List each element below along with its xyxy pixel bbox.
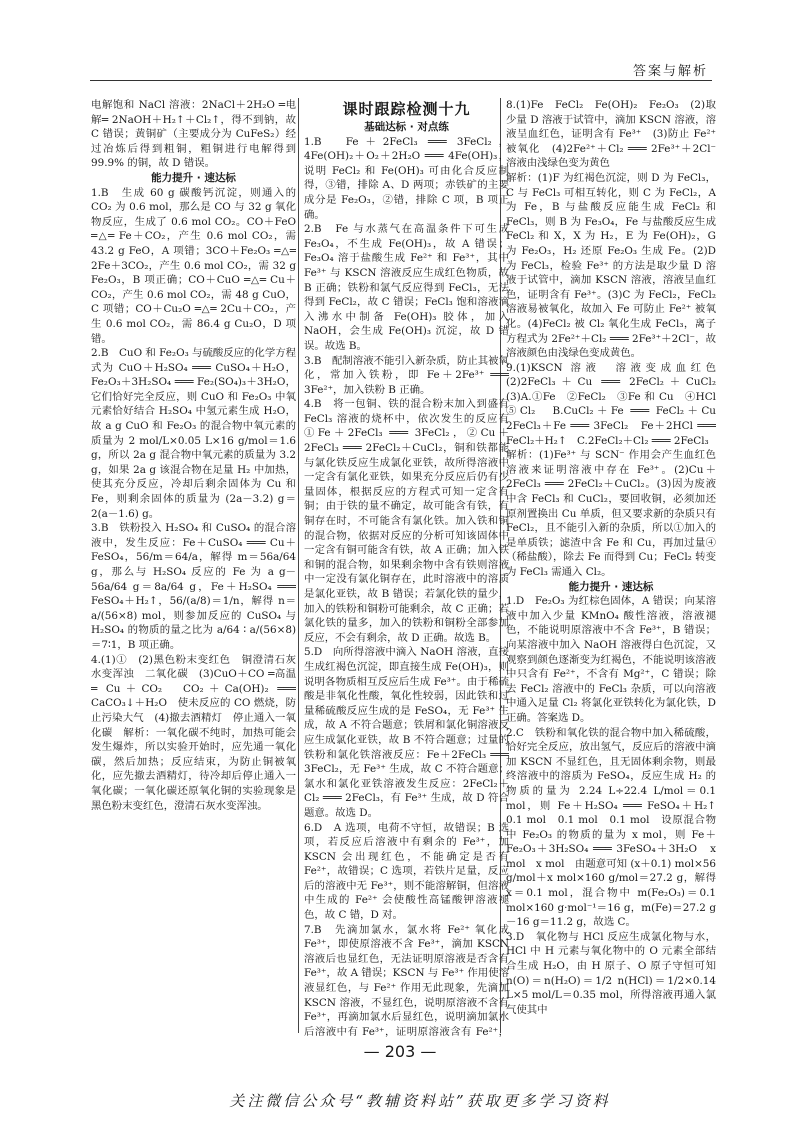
- answer-paragraph: 4.(1)① (2)黑色粉末变红色 铜澄清石灰水变浑浊 二氧化碳 (3)CuO＋CO ═高温═ Cu＋CO₂ CO₂＋Ca(OH)₂ ═══ CaCO₃↓＋H₂O 使未反应的 CO 燃烧，防止污染大气 (4)撤去酒精灯 停止通入一氧化碳 解析：一氧化碳不纯时，加热可能会发生爆炸，所以实验开始时，应先通一氧化碳，然后加热；反应结束，为防止铜被氧化，应先撤去酒精灯，待冷却后停止通入一氧化碳；一氧化碳还原氧化铜的实验现象是黑色粉末变红色，澄清石灰水变浑浊。: [91, 653, 296, 812]
- footer-note: 关注微信公众号“教辅资料站”获取更多学习资料: [229, 1092, 611, 1110]
- answer-paragraph: 3.D 氧化物与 HCl 反应生成氯化物与水，HCl 中 H 元素与氧化物中的 O 元素全部结合生成 H₂O，由 H 原子、O 原子守恒可知 n(O)＝n(H₂O)＝1/2 n(HCl)＝1/2×0.14 L×5 mol/L＝0.35 mol，所得溶液再通入氯气使其中: [506, 930, 716, 1016]
- section-subheading: 能力提升 · 速达标: [568, 580, 654, 593]
- header-rule: [90, 80, 712, 81]
- answer-paragraph: 6.D A 选项，电荷不守恒，故错误；B 选项，若反应后溶液中有剩余的 Fe³⁺，加 KSCN 会出现红色，不能确定是否有 Fe²⁺，故错误；C 选项，若铁片足量，反应后的溶液中无 Fe³⁺，则不能溶解铜，但溶液中生成的 Fe²⁺ 会使酸性高锰酸钾溶液褪色，故 C 错，D 对。: [304, 821, 509, 922]
- answer-paragraph: 1.B 生成 60 g 碳酸钙沉淀，则通入的 CO₂ 为 0.6 mol，那么是 CO 与 32 g 氧化物反应，生成了 0.6 mol CO₂。CO＋FeO ═△═ Fe＋CO₂，产生 0.6 mol CO₂，需 43.2 g FeO，A 项错；3CO＋Fe₂O₃ ═△═ 2Fe＋3CO₂，产生 0.6 mol CO₂，需 32 g Fe₂O₃，B 项正确；CO＋CuO ═△═ Cu＋CO₂，产生 0.6 mol CO₂，需 48 g CuO，C 项错；CO＋Cu₂O ═△═ 2Cu＋CO₂，产生 0.6 mol CO₂，需 86.4 g Cu₂O，D 项错。: [91, 186, 296, 345]
- page-header: [0, 52, 800, 84]
- section-subheading: 基础达标 · 对点练: [364, 121, 449, 133]
- header-section-label: 答案与解析: [632, 64, 708, 79]
- answer-paragraph: 2.B CuO 和 Fe₂O₃ 与硫酸反应的化学方程式为 CuO＋H₂SO₄ ═══ CuSO₄＋H₂O，Fe₂O₃＋3H₂SO₄ ═══ Fe₂(SO₄)₃＋3H₂O，它们恰好完全反应，则 CuO 和 Fe₂O₃ 中氧元素恰好结合 H₂SO₄ 中氢元素生成 H₂O，故 a g CuO 和 Fe₂O₃ 的混合物中氧元素的质量为 2 mol/L×0.05 L×16 g/mol＝1.6 g，所以 2a g 混合物中氧元素的质量为 3.2 g，如果 2a g 该混合物在足量 H₂ 中加热，使其充分反应，冷却后剩余固体为 Cu 和 Fe，则剩余固体的质量为 (2a－3.2) g＝2(a－1.6) g。: [91, 347, 296, 520]
- column-middle: [304, 98, 509, 1040]
- answer-paragraph: 1.D Fe₂O₃ 为红棕色固体，A 错误；向某溶液中加入少量 KMnO₄ 酸性溶液，溶液褪色，不能说明原溶液中不含 Fe³⁺，B 错误；向某溶液中加入 NaOH 溶液得白色沉淀，又观察到颜色逐渐变为红褐色，不能说明该溶液中只含有 Fe²⁺，不含有 Mg²⁺，C 错误；除去 FeCl₂ 溶液中的 FeCl₃ 杂质，可以向溶液中通入足量 Cl₂ 将氯化亚铁转化为氯化铁，D 正确。答案选 D。: [506, 595, 716, 724]
- answer-paragraph: 7.B 先滴加氯水，氯水将 Fe²⁺ 氧化成 Fe³⁺，即使原溶液不含 Fe³⁺，滴加 KSCN 溶液后也显红色，无法证明原溶液是否含有 Fe³⁺，故 A 错误；KSCN 与 Fe³⁺ 作用使溶液显红色，与 Fe²⁺ 作用无此现象，先滴加 KSCN 溶液，不显红色，说明原溶液不含有 Fe³⁺，再滴加氯水后显红色，说明滴加氯水后溶液中有 Fe³⁺，证明原溶液含有 Fe²⁺，: [304, 923, 509, 1038]
- answer-paragraph: 2.B Fe 与水蒸气在高温条件下可生成 Fe₃O₄，不生成 Fe(OH)₃，故 A 错误；Fe₃O₄ 溶于盐酸生成 Fe²⁺ 和 Fe³⁺，其中 Fe³⁺ 与 KSCN 溶液反应生成红色物质，故 B 正确；铁粉和氯气反应得到 FeCl₃，无法得到 FeCl₂，故 C 错误；FeCl₃ 饱和溶液滴入沸水中制备 Fe(OH)₃ 胶体，加入 NaOH，会生成 Fe(OH)₃ 沉淀，故 D 错误。故选 B。: [304, 223, 509, 352]
- column-divider: [298, 98, 299, 1033]
- answer-paragraph: 8.(1)Fe FeCl₂ Fe(OH)₂ Fe₂O₃ (2)取少量 D 溶液于试管中，滴加 KSCN 溶液，溶液呈血红色，证明含有 Fe³⁺ (3)防止 Fe²⁺ 被氧化 (4)2Fe²⁺＋Cl₂ ═══ 2Fe³⁺＋2Cl⁻ 溶液由浅绿色变为黄色: [506, 99, 716, 170]
- answer-paragraph: 电解饱和 NaCl 溶液：2NaCl＋2H₂O ═电解═ 2NaOH＋H₂↑＋Cl₂↑，得不到钠，故 C 错误；黄铜矿（主要成分为 CuFeS₂）经过冶炼后得到粗铜，粗铜进行电解得到 99.9% 的铜，故 D 错误。: [91, 99, 296, 170]
- column-left: [91, 98, 296, 1038]
- answer-paragraph: 3.B 铁粉投入 H₂SO₄ 和 CuSO₄ 的混合溶液中，发生反应：Fe＋CuSO₄ ═══ Cu＋FeSO₄，56/m＝64/a，解得 m＝56a/64 g，那么与 H₂SO₄ 反应的 Fe 为 a g－56a/64 g＝8a/64 g，Fe＋H₂SO₄ ═══ FeSO₄＋H₂↑，56/(a/8)＝1/n，解得 n＝a/(56×8) mol，则参加反应的 CuSO₄ 与 H₂SO₄ 的物质的量之比为 a/64 ∶ a/(56×8)＝7∶1，B 项正确。: [91, 522, 296, 651]
- page-number: — 203 —: [363, 1042, 437, 1061]
- answer-paragraph: 9.(1)KSCN 溶液 溶液变成血红色 (2)2FeCl₃＋Cu ═══ 2FeCl₂＋CuCl₂ (3)A.①Fe ②FeCl₂ ③Fe 和 Cu ④HCl ⑤Cl₂ B.CuCl₂＋Fe ═══ FeCl₂＋Cu 2FeCl₃＋Fe ═══ 3FeCl₂ Fe＋2HCl ═══ FeCl₂＋H₂↑ C.2FeCl₂＋Cl₂ ═══ 2FeCl₃: [506, 361, 716, 447]
- section-subheading: 能力提升 · 速达标: [151, 171, 236, 184]
- answer-paragraph: 解析：(1)Fe³⁺ 与 SCN⁻ 作用会产生血红色溶液来证明溶液中存在 Fe³⁺。(2)Cu＋2FeCl₃ ═══ 2FeCl₂＋CuCl₂。(3)因为废液中含 FeCl₃ 和 CuCl₂，要回收铜，必须加还原剂置换出 Cu 单质，但又要求新的杂质只有 FeCl₂，且不能引入新的杂质，所以①加入的是单质铁；滤渣中含 Fe 和 Cu，再加过量④（稀盐酸），除去 Fe 而得到 Cu；FeCl₂ 转变为 FeCl₃ 需通入 Cl₂。: [506, 449, 716, 578]
- answer-paragraph: 1.B Fe＋2FeCl₃ ═══ 3FeCl₂，4Fe(OH)₂＋O₂＋2H₂O ═══ 4Fe(OH)₃，说明 FeCl₂ 和 Fe(OH)₃ 可由化合反应制得，③错，排除 A、D 两项；赤铁矿的主要成分是 Fe₂O₃，②错，排除 C 项，B 项正确。: [304, 135, 509, 221]
- answer-paragraph: 5.D 向所得溶液中滴入 NaOH 溶液，直接生成红褐色沉淀，即直接生成 Fe(OH)₃，则说明各物质相互反应后生成 Fe³⁺。由于稀硫酸是非氧化性酸，氧化性较弱，因此铁和过量稀硫酸反应生成的是 FeSO₄，无 Fe³⁺ 生成，故 A 不符合题意；铁屑和氯化铜溶液反应生成氯化亚铁，故 B 不符合题意；过量的铁粉和氯化铁溶液反应：Fe＋2FeCl₃ ═══ 3FeCl₂，无 Fe³⁺ 生成，故 C 不符合题意；氯水和氯化亚铁溶液发生反应：2FeCl₂＋Cl₂ ═══ 2FeCl₃，有 Fe³⁺ 生成，故 D 符合题意。故选 D。: [304, 646, 509, 819]
- exercise-title: 课时跟踪检测十九: [342, 100, 471, 118]
- answer-paragraph: 解析：(1)F 为红褐色沉淀，则 D 为 FeCl₃，C 与 FeCl₃ 可相互转化，则 C 为 FeCl₂，A 为 Fe，B 与盐酸反应能生成 FeCl₂ 和 FeCl₃，则 B 为 Fe₃O₄，Fe 与盐酸反应生成 FeCl₂ 和 X，X 为 H₂，E 为 Fe(OH)₂，G 为 Fe₂O₃，H₂ 还原 Fe₂O₃ 生成 Fe。(2)D 为 FeCl₃，检验 Fe³⁺ 的方法是取少量 D 溶液于试管中，滴加 KSCN 溶液，溶液呈血红色，证明含有 Fe³⁺。(3)C 为 FeCl₂，FeCl₂ 溶液易被氧化，故加入 Fe 可防止 Fe²⁺ 被氧化。(4)FeCl₂ 被 Cl₂ 氧化生成 FeCl₃，离子方程式为 2Fe²⁺＋Cl₂ ═══ 2Fe³⁺＋2Cl⁻，故溶液颜色由浅绿色变成黄色。: [506, 171, 716, 360]
- answer-paragraph: 4.B 将一包铜、铁的混合粉末加入到盛有 FeCl₃ 溶液的烧杯中，依次发生的反应有 ①Fe＋2FeCl₃ ═══ 3FeCl₂，②Cu＋2FeCl₃ ═══ 2FeCl₂＋CuCl₂，铜和铁都能与氯化铁反应生成氯化亚铁，故所得溶液中一定含有氯化亚铁，如果充分反应后仍有少量固体，根据反应的方程式可知一定含有铜；由于铁的量不确定，故可能含有铁，有铜存在时，不可能含有氯化铁。加入铁和铜的混合物，依据对反应的分析可知该固体中一定含有铜可能含有铁，故 A 正确；加入铁和铜的混合物，如果剩余物中含有铁则溶液中一定没有氯化铜存在，此时溶液中的溶质是氯化亚铁，故 B 错误；若氯化铁的量少，加入的铁粉和铜粉可能剩余，故 C 正确；若氯化铁的量多，加入的铁粉和铜粉全部参加反应，不会有剩余，故 D 正确。故选 B。: [304, 398, 509, 644]
- answer-paragraph: 2.C 铁粉和氧化铁的混合物中加入稀硫酸，恰好完全反应，放出氢气，反应后的溶液中滴加 KSCN 不显红色，且无固体剩余物，则最终溶液中的溶质为 FeSO₄，反应生成 H₂ 的物质的量为 2.24 L÷22.4 L/mol＝0.1 mol，则 Fe＋H₂SO₄ ═══ FeSO₄＋H₂↑ 0.1 mol 0.1 mol 0.1 mol 设原混合物中 Fe₂O₃ 的物质的量为 x mol，则 Fe＋Fe₂O₃＋3H₂SO₄ ═══ 3FeSO₄＋3H₂O x mol x mol 由题意可知 (x＋0.1) mol×56 g/mol＋x mol×160 g/mol＝27.2 g，解得 x＝0.1 mol，混合物中 m(Fe₂O₃)＝0.1 mol×160 g·mol⁻¹＝16 g，m(Fe)＝27.2 g－16 g＝11.2 g，故选 C。: [506, 726, 716, 929]
- answer-paragraph: 3.B 配制溶液不能引入新杂质，防止其被氧化，常加入铁粉，即 Fe＋2Fe³⁺ ═══ 3Fe²⁺，加入铁粉 B 正确。: [304, 354, 509, 396]
- column-right: [506, 98, 716, 1040]
